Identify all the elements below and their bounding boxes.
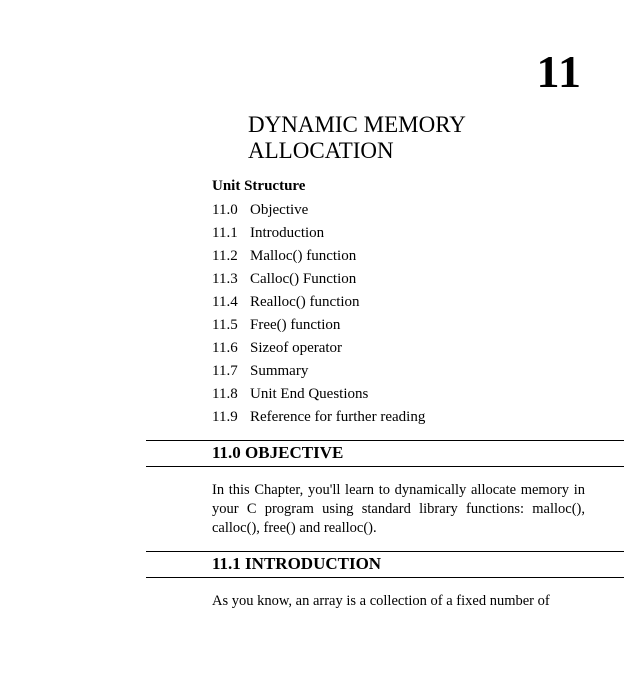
section-heading-introduction: 11.1 INTRODUCTION — [212, 554, 382, 573]
toc-item-label: Realloc() function — [250, 294, 360, 310]
toc-item-label: Summary — [250, 363, 309, 379]
section-divider — [146, 551, 624, 552]
introduction-paragraph: As you know, an array is a collection of a fixed number of — [212, 593, 550, 609]
chapter-number: 11 — [536, 46, 582, 97]
toc-item — [212, 360, 592, 383]
chapter-title — [248, 112, 578, 164]
toc-item-label: Free() function — [250, 317, 341, 333]
toc-item — [212, 245, 592, 268]
toc-item-number: 11.5 — [212, 317, 238, 333]
toc-item — [212, 314, 592, 337]
toc-item — [212, 383, 592, 406]
unit-structure — [212, 176, 592, 429]
toc-item-number: 11.6 — [212, 340, 238, 356]
toc-item-number: 11.8 — [212, 386, 238, 402]
toc-item-number: 11.3 — [212, 271, 238, 287]
toc-item-number: 11.1 — [212, 225, 238, 241]
toc-item-label: Unit End Questions — [250, 386, 369, 402]
toc-item-number: 11.0 — [212, 202, 238, 218]
toc-item-number: 11.7 — [212, 363, 238, 379]
toc-item — [212, 291, 592, 314]
toc-item-label: Calloc() Function — [250, 271, 357, 287]
section-heading-objective: 11.0 OBJECTIVE — [212, 443, 344, 462]
toc-item-number: 11.4 — [212, 294, 238, 310]
toc-item — [212, 268, 592, 291]
toc-item — [212, 222, 592, 245]
section-divider — [146, 466, 624, 467]
unit-structure-heading: Unit Structure — [212, 178, 306, 194]
toc-item-label: Objective — [250, 202, 309, 218]
toc-item-number: 11.9 — [212, 409, 238, 425]
chapter-title-line-2: ALLOCATION — [248, 138, 394, 163]
toc-item-label: Introduction — [250, 225, 325, 241]
section-divider — [146, 577, 624, 578]
objective-paragraph: In this Chapter, you'll learn to dynamically allocate memory in your C program using standard library functions: malloc(), calloc(), free() and realloc(). — [212, 482, 585, 536]
toc-item-label: Sizeof operator — [250, 340, 343, 356]
toc-item-label: Malloc() function — [250, 248, 357, 264]
chapter-title-line-1: DYNAMIC MEMORY — [248, 112, 466, 137]
toc-item — [212, 337, 592, 360]
section-divider — [146, 440, 624, 441]
toc-item — [212, 406, 592, 429]
toc-item-number: 11.2 — [212, 248, 238, 264]
toc-item-label: Reference for further reading — [250, 409, 426, 425]
toc-item — [212, 199, 592, 222]
